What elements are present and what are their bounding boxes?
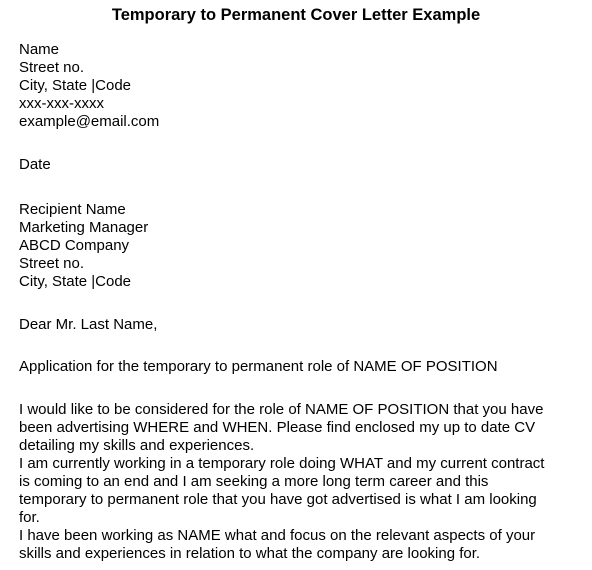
body-line: for.	[19, 509, 40, 526]
sender-city: City, State |Code	[19, 77, 132, 94]
body-line: detailing my skills and experiences.	[19, 437, 255, 454]
body-line: is coming to an end and I am seeking a more long term career and this	[19, 473, 489, 490]
date-block	[19, 156, 585, 174]
subject-block	[19, 358, 585, 376]
body-line: I have been working as NAME what and focus on the relevant aspects of your	[19, 527, 536, 544]
recipient-title: Marketing Manager	[19, 219, 149, 236]
body-line: skills and experiences in relation to what the company are looking for.	[19, 545, 481, 562]
body-line: I would like to be considered for the role of NAME OF POSITION that you have	[19, 401, 544, 418]
body-paragraph	[19, 455, 585, 527]
salutation-block	[19, 316, 585, 334]
body-paragraph	[19, 527, 585, 563]
sender-email: example@email.com	[19, 113, 160, 130]
sender-name: Name	[19, 41, 60, 58]
recipient-address-block	[19, 201, 585, 291]
sender-phone: xxx-xxx-xxxx	[19, 95, 104, 112]
subject-line: Application for the temporary to permanent role of NAME OF POSITION	[19, 358, 498, 375]
letter-body	[19, 401, 585, 563]
body-line: been advertising WHERE and WHEN. Please find enclosed my up to date CV	[19, 419, 536, 436]
body-line: temporary to permanent role that you have got advertised is what I am looking	[19, 491, 537, 508]
body-line: I am currently working in a temporary role doing WHAT and my current contract	[19, 455, 545, 472]
document-title: Temporary to Permanent Cover Letter Example	[111, 6, 481, 24]
recipient-name: Recipient Name	[19, 201, 126, 218]
sender-address-block	[19, 41, 585, 131]
salutation: Dear Mr. Last Name,	[19, 316, 158, 333]
body-paragraph	[19, 401, 585, 455]
recipient-street: Street no.	[19, 255, 85, 272]
recipient-company: ABCD Company	[19, 237, 130, 254]
letter-date: Date	[19, 156, 51, 173]
sender-street: Street no.	[19, 59, 85, 76]
recipient-city: City, State |Code	[19, 273, 132, 290]
